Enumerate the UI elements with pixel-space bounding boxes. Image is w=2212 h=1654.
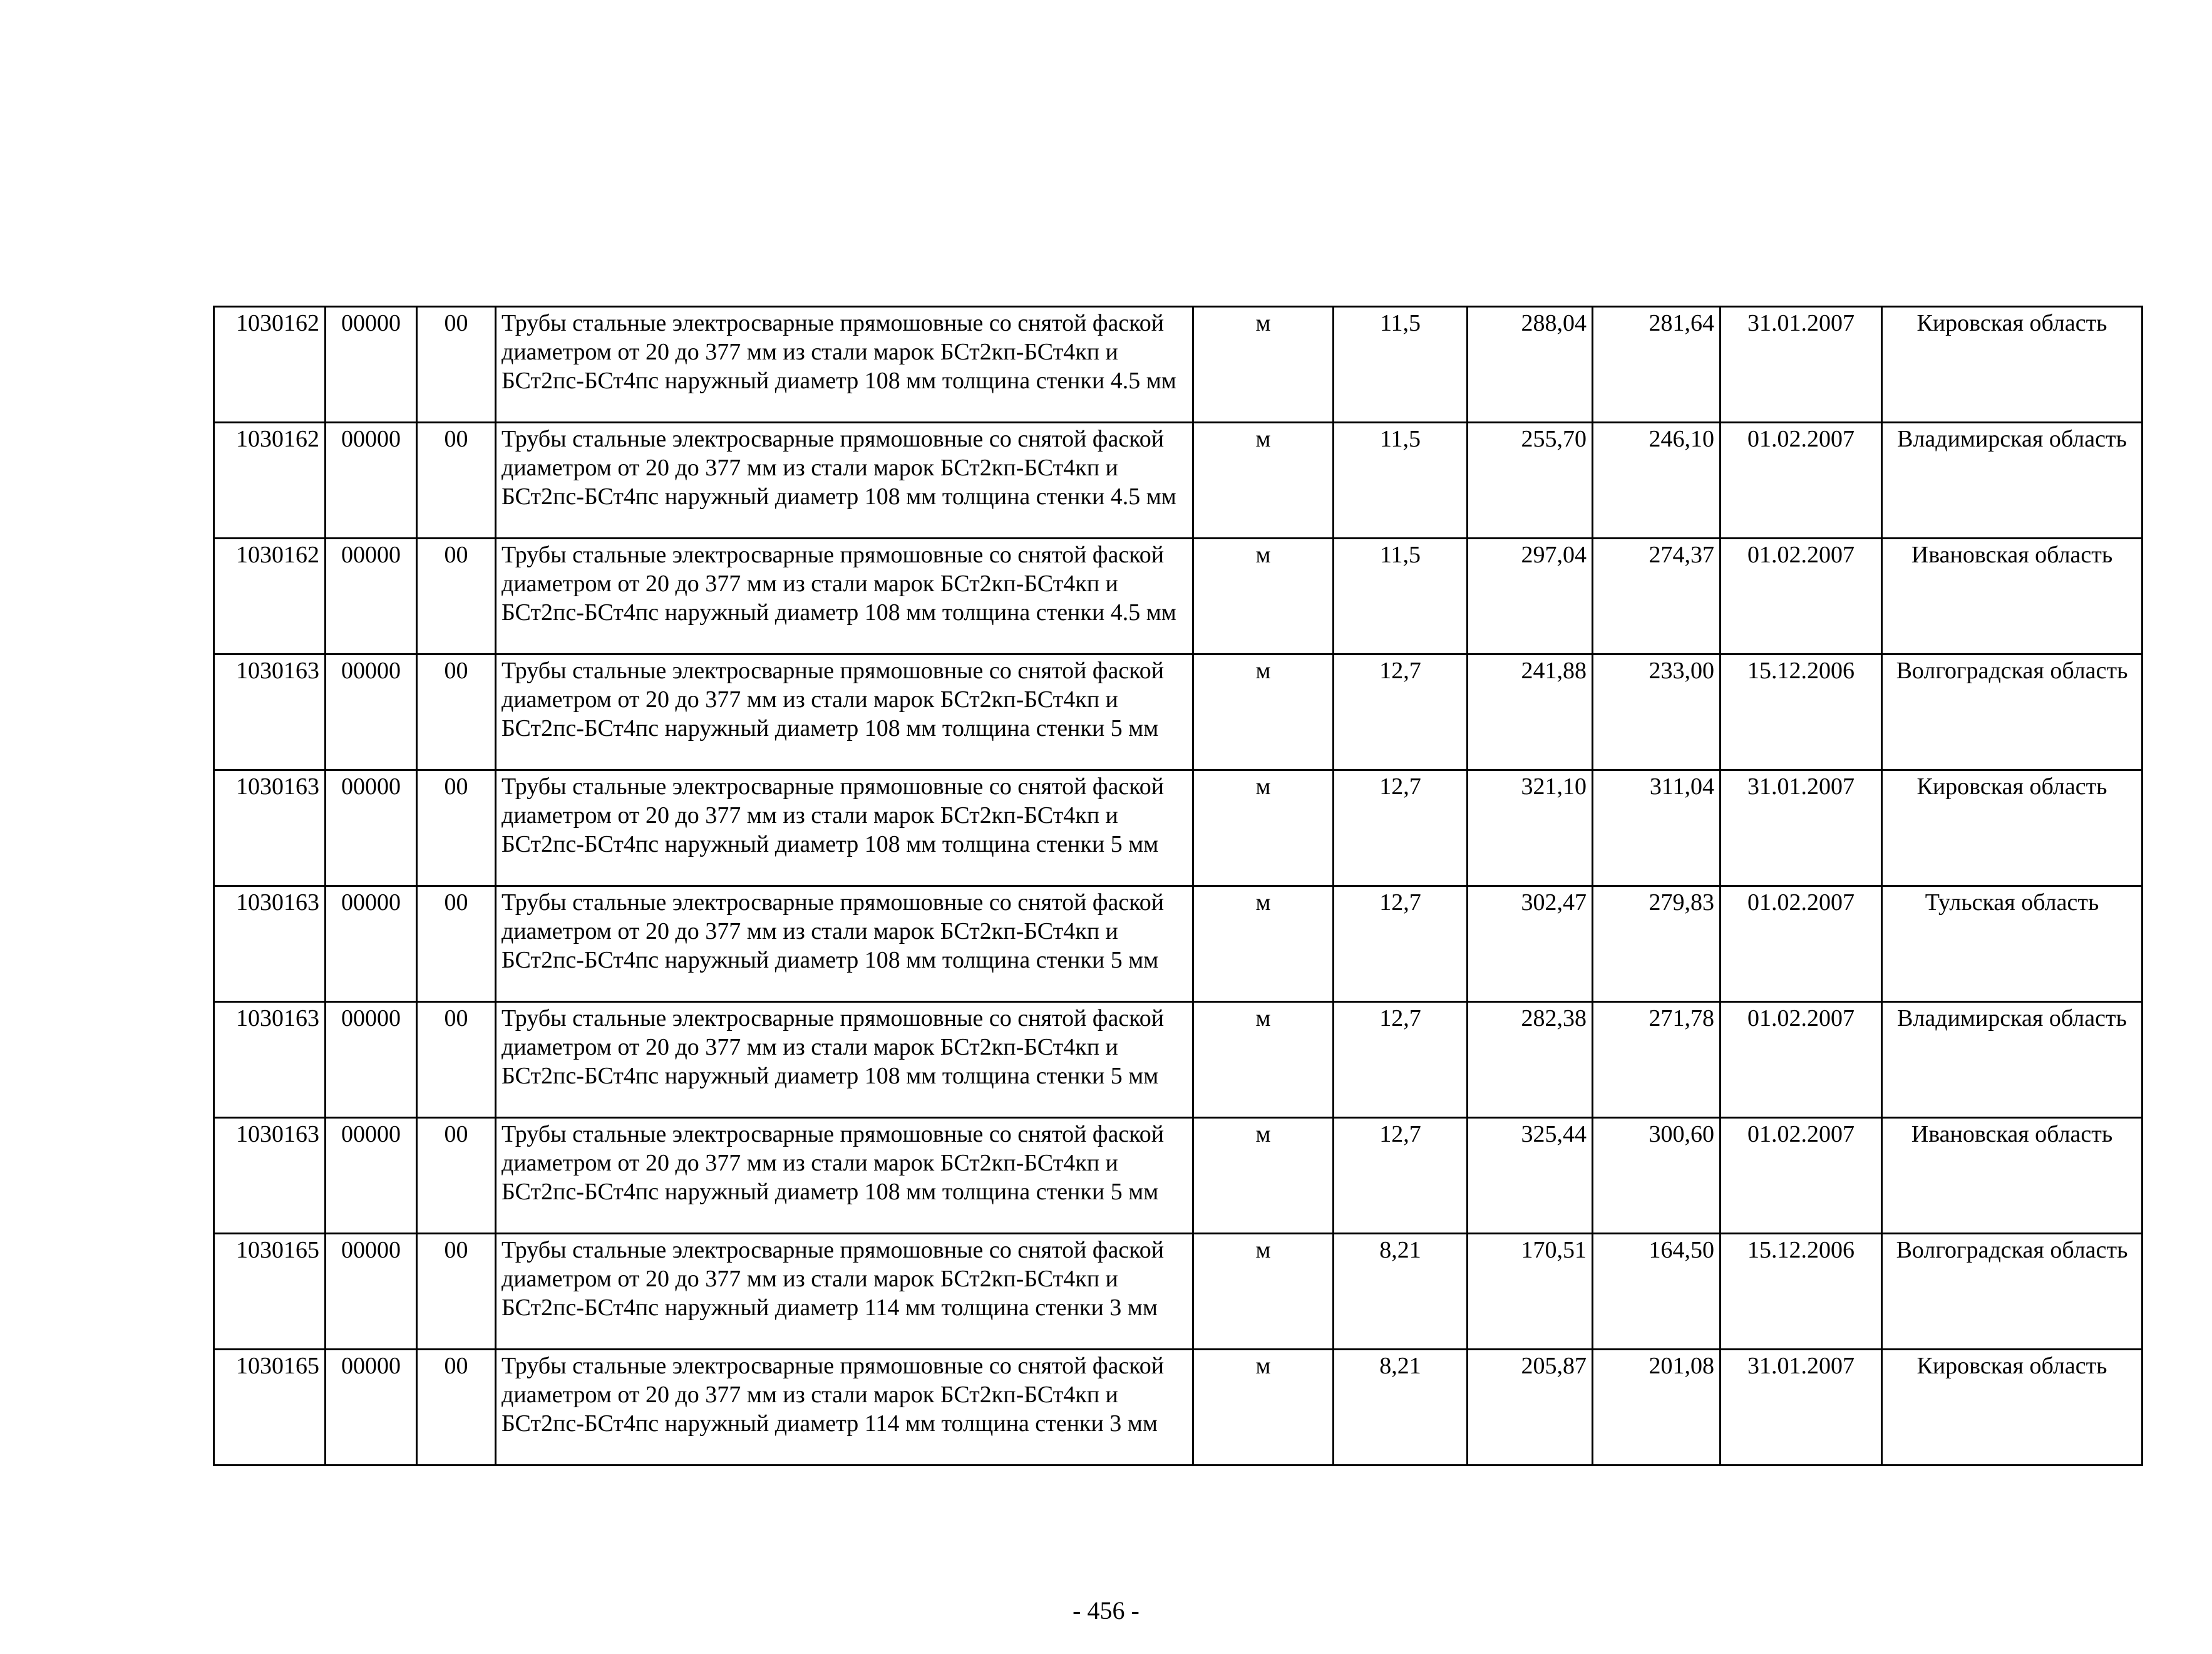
- description-cell: Трубы стальные электросварные прямошовные со снятой фаской диаметром от 20 до 377 мм из стали марок БСт2кп-БСт4кп и БСт2пс-БСт4пс наружный диаметр 114 мм толщина стенки 3 мм: [496, 1234, 1193, 1350]
- unit-cell: м: [1193, 770, 1334, 886]
- price-1-cell: 282,38: [1468, 1002, 1593, 1118]
- price-1-cell: 255,70: [1468, 423, 1593, 539]
- date-cell: 31.01.2007: [1721, 1350, 1882, 1465]
- unit-cell: м: [1193, 1350, 1334, 1465]
- unit-cell: м: [1193, 886, 1334, 1002]
- description-cell: Трубы стальные электросварные прямошовные со снятой фаской диаметром от 20 до 377 мм из стали марок БСт2кп-БСт4кп и БСт2пс-БСт4пс наружный диаметр 108 мм толщина стенки 4.5 мм: [496, 423, 1193, 539]
- date-cell: 15.12.2006: [1721, 1234, 1882, 1350]
- price-2-cell: 246,10: [1593, 423, 1721, 539]
- date-cell: 31.01.2007: [1721, 770, 1882, 886]
- table-body: [214, 307, 2143, 1465]
- region-cell: Тульская область: [1882, 886, 2143, 1002]
- price-2-cell: 274,37: [1593, 539, 1721, 654]
- weight-cell: 12,7: [1334, 1002, 1468, 1118]
- product-code-cell: 1030163: [214, 770, 326, 886]
- weight-cell: 8,21: [1334, 1350, 1468, 1465]
- weight-cell: 11,5: [1334, 307, 1468, 423]
- product-code-cell: 1030163: [214, 1002, 326, 1118]
- table-row: [214, 1234, 2143, 1350]
- date-cell: 01.02.2007: [1721, 1002, 1882, 1118]
- price-2-cell: 233,00: [1593, 654, 1721, 770]
- price-1-cell: 321,10: [1468, 770, 1593, 886]
- subcode-cell: 00000: [326, 654, 417, 770]
- price-2-cell: 300,60: [1593, 1118, 1721, 1234]
- product-code-cell: 1030163: [214, 1118, 326, 1234]
- unit-cell: м: [1193, 423, 1334, 539]
- table-row: [214, 423, 2143, 539]
- product-code-cell: 1030163: [214, 886, 326, 1002]
- weight-cell: 12,7: [1334, 886, 1468, 1002]
- region-cell: Владимирская область: [1882, 423, 2143, 539]
- weight-cell: 12,7: [1334, 1118, 1468, 1234]
- table-row: [214, 654, 2143, 770]
- product-code-cell: 1030163: [214, 654, 326, 770]
- price-1-cell: 170,51: [1468, 1234, 1593, 1350]
- suffix-cell: 00: [417, 1118, 496, 1234]
- weight-cell: 11,5: [1334, 539, 1468, 654]
- subcode-cell: 00000: [326, 886, 417, 1002]
- suffix-cell: 00: [417, 654, 496, 770]
- region-cell: Волгоградская область: [1882, 1234, 2143, 1350]
- unit-cell: м: [1193, 654, 1334, 770]
- date-cell: 01.02.2007: [1721, 886, 1882, 1002]
- weight-cell: 12,7: [1334, 770, 1468, 886]
- region-cell: Ивановская область: [1882, 1118, 2143, 1234]
- price-1-cell: 297,04: [1468, 539, 1593, 654]
- price-table: [213, 306, 2143, 1466]
- product-code-cell: 1030165: [214, 1234, 326, 1350]
- price-2-cell: 279,83: [1593, 886, 1721, 1002]
- date-cell: 31.01.2007: [1721, 307, 1882, 423]
- price-2-cell: 311,04: [1593, 770, 1721, 886]
- product-code-cell: 1030162: [214, 307, 326, 423]
- suffix-cell: 00: [417, 307, 496, 423]
- price-2-cell: 164,50: [1593, 1234, 1721, 1350]
- price-1-cell: 205,87: [1468, 1350, 1593, 1465]
- subcode-cell: 00000: [326, 1234, 417, 1350]
- table-row: [214, 1350, 2143, 1465]
- date-cell: 15.12.2006: [1721, 654, 1882, 770]
- suffix-cell: 00: [417, 770, 496, 886]
- price-2-cell: 201,08: [1593, 1350, 1721, 1465]
- description-cell: Трубы стальные электросварные прямошовные со снятой фаской диаметром от 20 до 377 мм из стали марок БСт2кп-БСт4кп и БСт2пс-БСт4пс наружный диаметр 108 мм толщина стенки 4.5 мм: [496, 539, 1193, 654]
- table-row: [214, 886, 2143, 1002]
- weight-cell: 12,7: [1334, 654, 1468, 770]
- price-1-cell: 302,47: [1468, 886, 1593, 1002]
- product-code-cell: 1030162: [214, 539, 326, 654]
- weight-cell: 8,21: [1334, 1234, 1468, 1350]
- date-cell: 01.02.2007: [1721, 539, 1882, 654]
- suffix-cell: 00: [417, 539, 496, 654]
- page-number: - 456 -: [1073, 1596, 1139, 1625]
- table-row: [214, 1118, 2143, 1234]
- region-cell: Кировская область: [1882, 1350, 2143, 1465]
- unit-cell: м: [1193, 539, 1334, 654]
- table-row: [214, 1002, 2143, 1118]
- price-2-cell: 281,64: [1593, 307, 1721, 423]
- suffix-cell: 00: [417, 1234, 496, 1350]
- description-cell: Трубы стальные электросварные прямошовные со снятой фаской диаметром от 20 до 377 мм из стали марок БСт2кп-БСт4кп и БСт2пс-БСт4пс наружный диаметр 108 мм толщина стенки 5 мм: [496, 1118, 1193, 1234]
- product-code-cell: 1030165: [214, 1350, 326, 1465]
- unit-cell: м: [1193, 307, 1334, 423]
- table-row: [214, 307, 2143, 423]
- description-cell: Трубы стальные электросварные прямошовные со снятой фаской диаметром от 20 до 377 мм из стали марок БСт2кп-БСт4кп и БСт2пс-БСт4пс наружный диаметр 114 мм толщина стенки 3 мм: [496, 1350, 1193, 1465]
- table-row: [214, 770, 2143, 886]
- suffix-cell: 00: [417, 423, 496, 539]
- price-1-cell: 288,04: [1468, 307, 1593, 423]
- region-cell: Кировская область: [1882, 307, 2143, 423]
- suffix-cell: 00: [417, 1350, 496, 1465]
- unit-cell: м: [1193, 1234, 1334, 1350]
- subcode-cell: 00000: [326, 539, 417, 654]
- price-1-cell: 241,88: [1468, 654, 1593, 770]
- description-cell: Трубы стальные электросварные прямошовные со снятой фаской диаметром от 20 до 377 мм из стали марок БСт2кп-БСт4кп и БСт2пс-БСт4пс наружный диаметр 108 мм толщина стенки 5 мм: [496, 1002, 1193, 1118]
- suffix-cell: 00: [417, 886, 496, 1002]
- price-1-cell: 325,44: [1468, 1118, 1593, 1234]
- product-code-cell: 1030162: [214, 423, 326, 539]
- date-cell: 01.02.2007: [1721, 423, 1882, 539]
- region-cell: Кировская область: [1882, 770, 2143, 886]
- subcode-cell: 00000: [326, 307, 417, 423]
- subcode-cell: 00000: [326, 1002, 417, 1118]
- table-row: [214, 539, 2143, 654]
- description-cell: Трубы стальные электросварные прямошовные со снятой фаской диаметром от 20 до 377 мм из стали марок БСт2кп-БСт4кп и БСт2пс-БСт4пс наружный диаметр 108 мм толщина стенки 5 мм: [496, 654, 1193, 770]
- unit-cell: м: [1193, 1118, 1334, 1234]
- region-cell: Волгоградская область: [1882, 654, 2143, 770]
- date-cell: 01.02.2007: [1721, 1118, 1882, 1234]
- subcode-cell: 00000: [326, 1350, 417, 1465]
- subcode-cell: 00000: [326, 1118, 417, 1234]
- region-cell: Ивановская область: [1882, 539, 2143, 654]
- region-cell: Владимирская область: [1882, 1002, 2143, 1118]
- subcode-cell: 00000: [326, 423, 417, 539]
- description-cell: Трубы стальные электросварные прямошовные со снятой фаской диаметром от 20 до 377 мм из стали марок БСт2кп-БСт4кп и БСт2пс-БСт4пс наружный диаметр 108 мм толщина стенки 5 мм: [496, 770, 1193, 886]
- description-cell: Трубы стальные электросварные прямошовные со снятой фаской диаметром от 20 до 377 мм из стали марок БСт2кп-БСт4кп и БСт2пс-БСт4пс наружный диаметр 108 мм толщина стенки 4.5 мм: [496, 307, 1193, 423]
- price-2-cell: 271,78: [1593, 1002, 1721, 1118]
- subcode-cell: 00000: [326, 770, 417, 886]
- weight-cell: 11,5: [1334, 423, 1468, 539]
- suffix-cell: 00: [417, 1002, 496, 1118]
- description-cell: Трубы стальные электросварные прямошовные со снятой фаской диаметром от 20 до 377 мм из стали марок БСт2кп-БСт4кп и БСт2пс-БСт4пс наружный диаметр 108 мм толщина стенки 5 мм: [496, 886, 1193, 1002]
- unit-cell: м: [1193, 1002, 1334, 1118]
